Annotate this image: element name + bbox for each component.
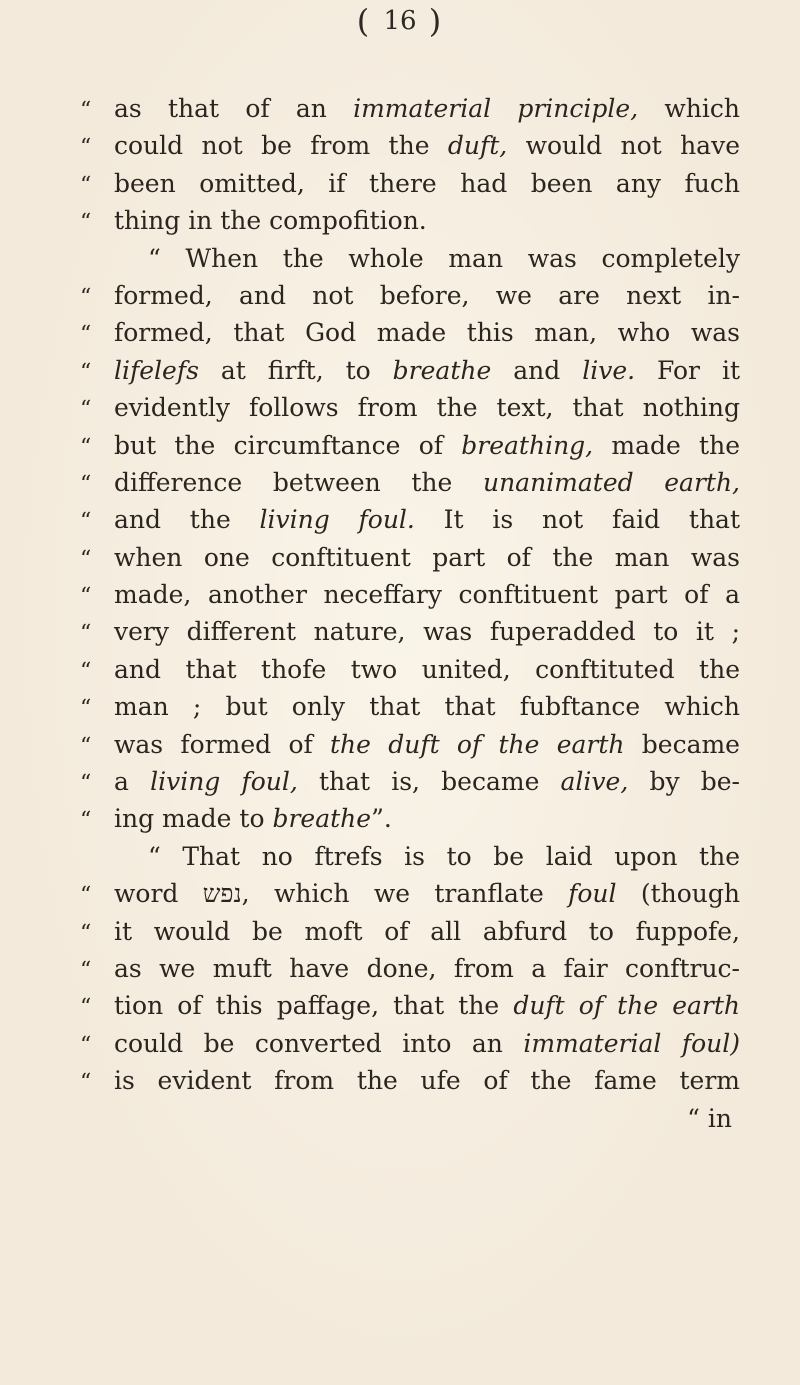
catchword-line	[80, 1100, 740, 1137]
quote-mark: “	[80, 210, 92, 236]
text-line	[80, 875, 740, 912]
roman-text: thing in the compofition.	[114, 206, 427, 236]
quote-mark: “	[80, 621, 92, 647]
roman-text: formed, that God made this man, who was	[114, 318, 740, 348]
quote-mark: “	[80, 771, 92, 797]
roman-text: became	[624, 729, 740, 759]
line-text	[114, 726, 740, 763]
roman-text: tion of this paffage, that the	[114, 991, 514, 1021]
italic-text: living foul.	[259, 505, 415, 535]
page-header	[0, 2, 800, 40]
text-line	[80, 688, 740, 725]
roman-text: and	[491, 355, 583, 385]
header-close-paren: )	[428, 2, 444, 40]
quote-mark: “	[80, 696, 92, 722]
roman-text: very different nature, was fuperadded to it ;	[114, 617, 740, 647]
text-line	[80, 427, 740, 464]
italic-text: lifelefs	[114, 355, 199, 385]
line-text	[114, 613, 740, 650]
line-text	[114, 464, 740, 501]
text-line	[80, 389, 740, 426]
roman-text: formed, and not before, we are next in-	[114, 280, 740, 310]
line-text	[114, 576, 740, 613]
roman-text: as that of an	[114, 94, 354, 123]
text-line	[80, 726, 740, 763]
italic-text: breathing,	[461, 430, 594, 460]
text-line	[80, 1025, 740, 1062]
roman-text: “ That no ftrefs is to be laid upon the	[148, 841, 740, 871]
roman-text: difference between the	[114, 467, 483, 497]
roman-text: which	[638, 94, 740, 123]
quote-mark: “	[80, 957, 92, 983]
italic-text: immaterial principle,	[353, 94, 639, 123]
line-text	[114, 539, 740, 576]
text-line	[80, 539, 740, 576]
text-line	[80, 763, 740, 800]
quote-mark: “	[80, 471, 92, 497]
line-text	[114, 277, 740, 314]
italic-text: live.	[582, 355, 636, 385]
line-text	[114, 501, 740, 538]
line-text	[114, 800, 740, 837]
text-line	[80, 165, 740, 202]
italic-text: the duft of the earth	[330, 729, 625, 759]
quote-mark: “	[80, 995, 92, 1021]
quote-mark: “	[80, 1070, 92, 1096]
quote-mark: “	[80, 172, 92, 198]
line-text	[114, 838, 740, 875]
text-line	[80, 613, 740, 650]
roman-text: word נפש, which we tranflate	[114, 879, 569, 909]
roman-text: For it	[635, 355, 740, 385]
italic-text: foul	[568, 879, 617, 909]
line-text	[114, 875, 740, 912]
roman-text: could be converted into an	[114, 1028, 524, 1058]
quote-mark: “	[80, 733, 92, 759]
line-text	[114, 352, 740, 389]
text-line	[80, 576, 740, 613]
text-line	[80, 501, 740, 538]
line-text	[114, 987, 740, 1024]
line-text	[114, 763, 740, 800]
catchword: “ in	[687, 1103, 732, 1133]
italic-text: unanimated earth,	[482, 467, 740, 497]
quote-mark: “	[80, 509, 92, 535]
text-line	[80, 240, 740, 277]
roman-text: made the	[593, 430, 741, 460]
line-text	[114, 165, 740, 202]
line-text	[114, 389, 740, 426]
italic-text: duft of the earth	[513, 991, 740, 1021]
roman-text: man ; but only that that fubftance which	[114, 692, 740, 722]
roman-text: by be-	[628, 767, 740, 797]
line-text	[114, 1025, 740, 1062]
text-line	[80, 987, 740, 1024]
text-line	[80, 277, 740, 314]
line-text	[114, 90, 740, 127]
text-line	[80, 1062, 740, 1099]
line-text	[114, 202, 740, 239]
quote-mark: “	[80, 359, 92, 385]
text-line	[80, 838, 740, 875]
roman-text: was formed of	[114, 729, 331, 759]
roman-text: made, another neceffary conftituent part of a	[114, 580, 740, 610]
text-line	[80, 913, 740, 950]
quote-mark: “	[80, 808, 92, 834]
line-text	[114, 314, 740, 351]
roman-text: and the	[114, 505, 260, 535]
italic-text: breathe	[392, 355, 492, 385]
roman-text: that is, became	[297, 767, 561, 797]
line-text	[114, 651, 740, 688]
line-text	[114, 950, 740, 987]
roman-text: as we muft have done, from a fair conftruc-	[114, 953, 740, 983]
text-line	[80, 314, 740, 351]
roman-text: (though	[616, 879, 741, 909]
quote-mark: “	[80, 284, 92, 310]
roman-text: “ When the whole man was completely	[148, 243, 740, 273]
roman-text: could not be from the	[114, 131, 448, 161]
page-number: 16	[383, 6, 417, 36]
text-line	[80, 202, 740, 239]
text-line	[80, 950, 740, 987]
line-text	[114, 427, 740, 464]
text-line	[80, 90, 740, 127]
quote-mark: “	[80, 920, 92, 946]
text-line	[80, 651, 740, 688]
roman-text: a	[114, 767, 151, 797]
line-text	[114, 127, 740, 164]
roman-text: but the circumftance of	[114, 430, 462, 460]
roman-text: ing made to	[114, 804, 273, 834]
roman-text: It is not faid that	[414, 505, 741, 535]
roman-text: evidently follows from the text, that nothing	[114, 393, 740, 423]
quote-mark: “	[80, 397, 92, 423]
roman-text: been omitted, if there had been any fuch	[114, 168, 740, 198]
quote-mark: “	[80, 322, 92, 348]
text-line	[80, 800, 740, 837]
italic-text: breathe	[272, 804, 372, 834]
roman-text: is evident from the ufe of the fame term	[114, 1066, 740, 1096]
quote-mark: “	[80, 584, 92, 610]
text-line	[80, 464, 740, 501]
italic-text: immaterial foul)	[523, 1028, 740, 1058]
quote-mark: “	[80, 1032, 92, 1058]
quote-mark: “	[80, 135, 92, 161]
roman-text: at firft, to	[198, 355, 393, 385]
roman-text: ”.	[371, 804, 392, 834]
line-text	[114, 688, 740, 725]
roman-text: would not have	[507, 131, 740, 161]
line-text	[114, 240, 740, 277]
quote-mark: “	[80, 546, 92, 572]
header-open-paren: (	[356, 2, 372, 40]
text-line	[80, 352, 740, 389]
roman-text: it would be moft of all abfurd to fuppofe,	[114, 916, 740, 946]
roman-text: and that thofe two united, conftituted the	[114, 654, 740, 684]
text-line	[80, 127, 740, 164]
italic-text: alive,	[560, 767, 629, 797]
roman-text: when one conftituent part of the man was	[114, 542, 740, 572]
italic-text: living foul,	[150, 767, 298, 797]
quote-mark: “	[80, 434, 92, 460]
quote-mark: “	[80, 883, 92, 909]
quote-mark: “	[80, 658, 92, 684]
line-text	[114, 913, 740, 950]
italic-text: duft,	[447, 131, 508, 161]
quote-mark: “	[80, 98, 92, 123]
body-text	[80, 90, 740, 1137]
line-text	[114, 1062, 740, 1099]
